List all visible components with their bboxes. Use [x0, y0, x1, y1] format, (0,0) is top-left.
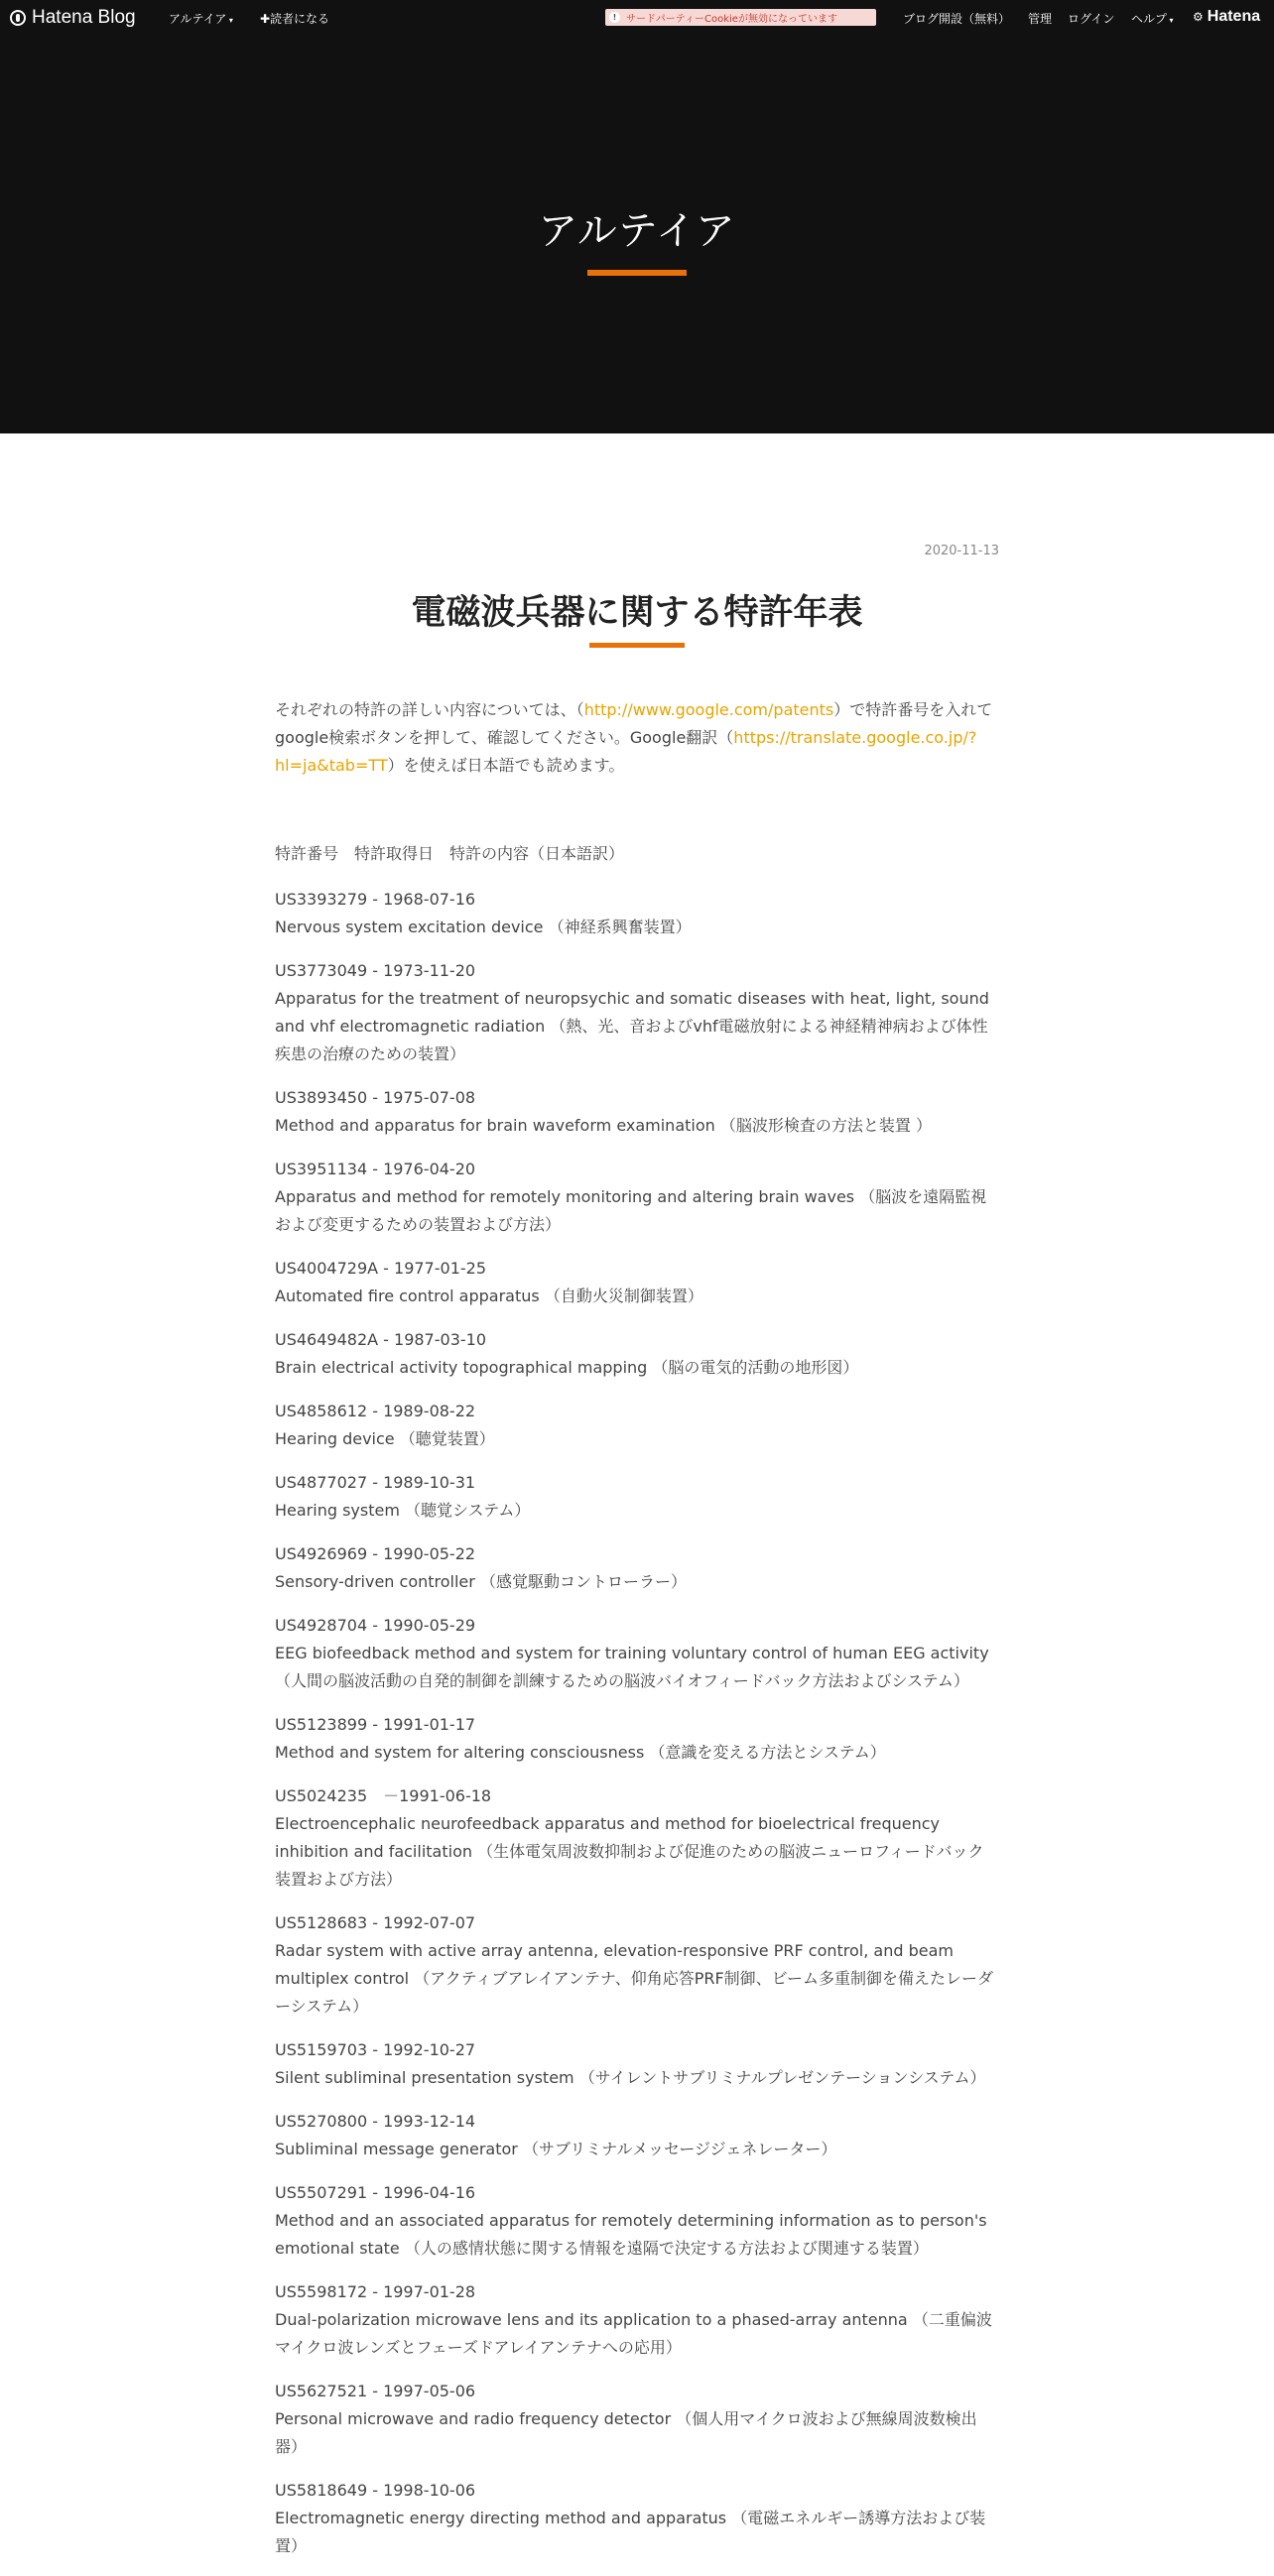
patent-entry: [275, 2378, 999, 2461]
patent-entry: [275, 2108, 999, 2163]
patent-number-date: US5128683 - 1992-07-07: [275, 1913, 476, 1932]
patent-number-date: US5159703 - 1992-10-27: [275, 2040, 476, 2059]
hatena-blog-logo[interactable]: [10, 7, 136, 29]
login-link[interactable]: ログイン: [1068, 12, 1115, 26]
help-dropdown[interactable]: [1131, 10, 1174, 27]
patent-description: Method and an associated apparatus for remotely determining information as to person's emotional state （人の感情状態に関する情報を遠隔で決定する方法および関連する装置）: [275, 2211, 987, 2258]
patent-entry: [275, 2179, 999, 2263]
patent-entry: [275, 1909, 999, 2021]
patent-number-date: US3951134 - 1976-04-20: [275, 1160, 476, 1178]
entry-date[interactable]: 2020-11-13: [924, 544, 999, 558]
patent-description: Hearing system （聴覚システム）: [275, 1501, 531, 1520]
patent-entry: [275, 886, 999, 941]
intro-text-3: ）を使えば日本語でも読めます。: [387, 756, 625, 775]
intro-text-1: それぞれの特許の詳しい内容については、（: [275, 700, 584, 719]
blog-title[interactable]: アルテイア: [538, 207, 736, 254]
patent-number-date: US3773049 - 1973-11-20: [275, 961, 476, 980]
patent-description: Radar system with active array antenna, elevation-responsive PRF control, and beam multiplex control （アクティブアレイアンテナ、仰角応答PRF制御、ビーム多重制御を備えたレーダーシステム）: [275, 1941, 994, 2016]
hatena-mark-icon: ⚙: [1193, 10, 1204, 24]
create-blog-link[interactable]: ブログ開設（無料）: [903, 12, 1011, 26]
patent-number-date: US4004729A - 1977-01-25: [275, 1259, 486, 1278]
patent-description: Automated fire control apparatus （自動火災制御装置）: [275, 1287, 703, 1305]
blog-header: [0, 36, 1274, 433]
patent-number-date: US4649482A - 1987-03-10: [275, 1330, 486, 1349]
patent-description: Electroencephalic neurofeedback apparatus and method for bioelectrical frequency inhibition and facilitation （生体電気周波数抑制および促進のための脳波ニューロフィードバック装置および方法）: [275, 1814, 984, 1889]
patent-number-date: US4877027 - 1989-10-31: [275, 1473, 476, 1492]
patent-number-date: US5270800 - 1993-12-14: [275, 2112, 476, 2131]
patent-entry: [275, 1084, 999, 1140]
patent-description: Apparatus and method for remotely monitoring and altering brain waves （脳波を遠隔監視および変更するための装置および方法）: [275, 1187, 987, 1234]
patent-entry: [275, 1398, 999, 1453]
caret-down-icon: ▾: [1167, 16, 1174, 25]
patent-description: Sensory-driven controller （感覚駆動コントローラー）: [275, 1572, 687, 1591]
patent-description: EEG biofeedback method and system for training voluntary control of human EEG activity （人間の脳波活動の自発的制御を訓練するための脳波バイオフィードバック方法およびシステム）: [275, 1644, 989, 1690]
patent-entry: [275, 2278, 999, 2362]
patent-number-date: US5507291 - 1996-04-16: [275, 2183, 476, 2202]
patent-number-date: US4926969 - 1990-05-22: [275, 1544, 476, 1563]
caret-down-icon: ▾: [226, 16, 233, 25]
patent-number-date: US5818649 - 1998-10-06: [275, 2481, 476, 2500]
blog-menu-label: アルテイア: [169, 12, 227, 26]
cookie-notice[interactable]: [605, 9, 876, 26]
patent-list-header: 特許番号 特許取得日 特許の内容（日本語訳）: [275, 844, 625, 863]
logo-text: Hatena Blog: [32, 7, 136, 28]
global-header: [0, 0, 1274, 36]
title-underline: [587, 270, 687, 276]
patent-description: Electromagnetic energy directing method and apparatus （電磁エネルギー誘導方法および装置）: [275, 2509, 986, 2555]
info-icon: !: [609, 12, 620, 23]
patent-entry: [275, 1612, 999, 1695]
patent-description: Silent subliminal presentation system （サイレントサブリミナルプレゼンテーションシステム）: [275, 2068, 986, 2087]
patent-number-date: US5598172 - 1997-01-28: [275, 2282, 476, 2301]
patent-number-date: US4928704 - 1990-05-29: [275, 1616, 476, 1635]
entry-title-underline: [589, 643, 685, 648]
intro-paragraph: [275, 696, 999, 780]
patent-number-date: US3393279 - 1968-07-16: [275, 890, 476, 909]
hatena-home-link[interactable]: [1193, 8, 1260, 26]
cookie-notice-text: サードパーティーCookieが無効になっています: [626, 14, 837, 25]
patent-description: Method and apparatus for brain waveform examination （脳波形検査の方法と装置 ）: [275, 1116, 932, 1135]
patent-description: Hearing device （聴覚装置）: [275, 1429, 495, 1448]
patent-entry: [275, 957, 999, 1068]
patent-entry: [275, 1326, 999, 1382]
intro-text-2: ）で特許番号を入れてgoogle検索ボタンを押して、確認してください。Google翻訳（: [275, 700, 993, 747]
patent-number-date: US5123899 - 1991-01-17: [275, 1715, 476, 1734]
patent-number-date: US3893450 - 1975-07-08: [275, 1088, 476, 1107]
patent-number-date: US4858612 - 1989-08-22: [275, 1402, 476, 1420]
google-patents-link[interactable]: http://www.google.com/patents: [583, 700, 834, 719]
patent-description: Nervous system excitation device （神経系興奮装置）: [275, 918, 692, 936]
hatena-label: Hatena: [1207, 8, 1261, 25]
patent-description: Brain electrical activity topographical mapping （脳の電気的活動の地形図）: [275, 1358, 859, 1377]
patent-entry: [275, 1255, 999, 1310]
blog-menu-dropdown[interactable]: [169, 10, 233, 27]
patent-entry: [275, 1156, 999, 1239]
patent-entry: [275, 1469, 999, 1525]
patent-entry: [275, 1540, 999, 1596]
patent-list: [275, 886, 999, 2576]
patent-description: Personal microwave and radio frequency detector （個人用マイクロ波および無線周波数検出器）: [275, 2409, 977, 2456]
patent-description: Method and system for altering consciousness （意識を変える方法とシステム）: [275, 1743, 886, 1762]
patent-entry: [275, 1711, 999, 1767]
patent-entry: [275, 1782, 999, 1894]
admin-link[interactable]: 管理: [1028, 12, 1053, 26]
patent-description: Subliminal message generator （サブリミナルメッセージジェネレーター）: [275, 2140, 837, 2158]
patent-description: Apparatus for the treatment of neuropsychic and somatic diseases with heat, light, sound and vhf electromagnetic radiation （熱、光、音およびvhf電磁放射による神経精神病および体性疾患の治療のための装置）: [275, 989, 989, 1063]
patent-entry: [275, 2477, 999, 2560]
hatena-logo-icon: [10, 10, 26, 26]
patent-entry: [275, 2036, 999, 2092]
patent-number-date: US5627521 - 1997-05-06: [275, 2382, 476, 2400]
help-label: ヘルプ: [1131, 12, 1168, 26]
google-translate-link[interactable]: https://translate.google.co.jp/?hl=ja&tab=TT: [275, 728, 977, 775]
patent-description: Dual-polarization microwave lens and its application to a phased-array antenna （二重偏波マイクロ波レンズとフェーズドアレイアンテナへの応用）: [275, 2310, 992, 2357]
subscribe-button[interactable]: ✚読者になる: [260, 12, 330, 26]
patent-number-date: US5024235 －1991-06-18: [275, 1786, 492, 1805]
entry-title[interactable]: 電磁波兵器に関する特許年表: [411, 593, 863, 633]
